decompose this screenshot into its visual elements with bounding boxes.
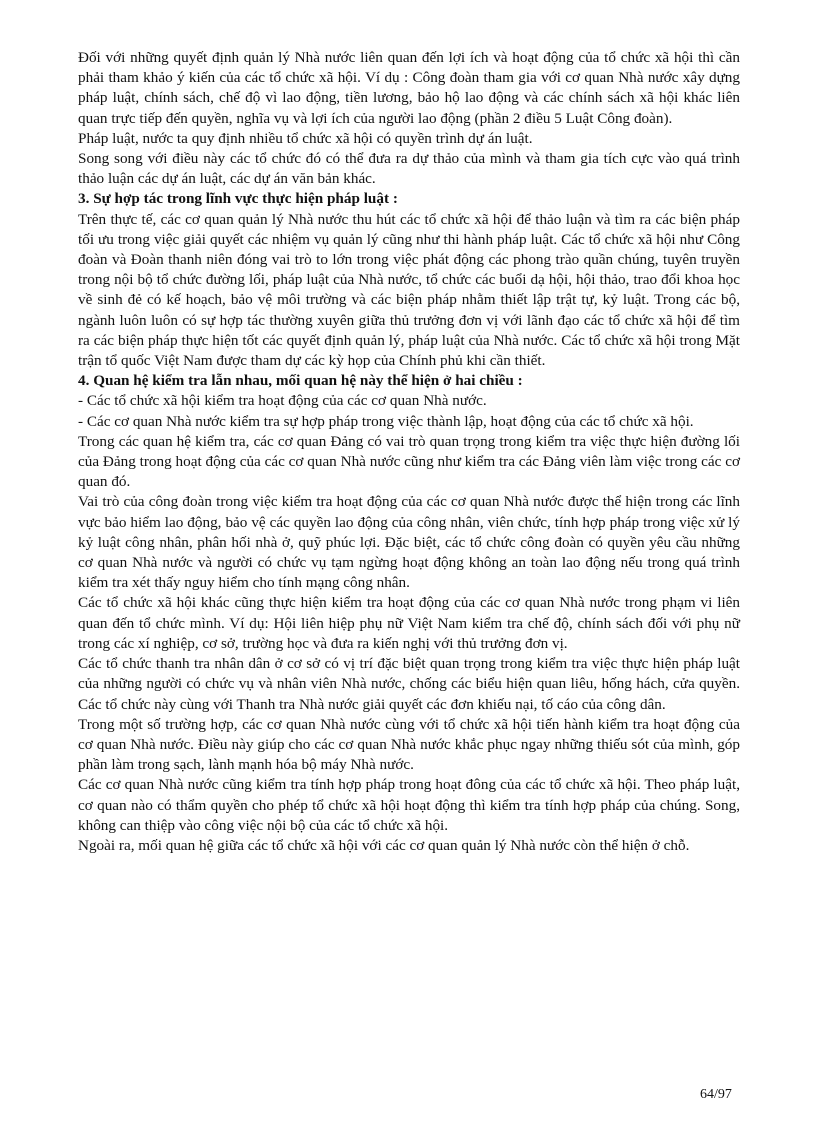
section-heading-3: 3. Sự hợp tác trong lĩnh vực thực hiện pháp luật : <box>78 190 398 208</box>
paragraph: - Các tổ chức xã hội kiểm tra hoạt động của các cơ quan Nhà nước. <box>78 392 487 410</box>
page-number: 64/97 <box>700 1087 732 1102</box>
paragraph: Pháp luật, nước ta quy định nhiều tổ chức xã hội có quyền trình dự án luật. <box>78 129 533 147</box>
paragraph: Các tổ chức xã hội khác cũng thực hiện kiểm tra hoạt động của các cơ quan Nhà nước trong phạm vi liên quan đến tổ chức mình. Ví dụ: Hội liên hiệp phụ nữ Việt Nam kiểm tra chế độ, chính sách đối với phụ nữ trong các xí nghiệp, cơ sở, trường học và đưa ra kiến nghị với thủ trưởng đơn vị. <box>78 594 740 652</box>
paragraph: Trong các quan hệ kiểm tra, các cơ quan Đảng có vai trò quan trọng trong kiểm tra việc thực hiện đường lối của Đảng trong hoạt động của các cơ quan Nhà nước cũng như kiểm tra các Đảng viên làm việc trong các cơ quan đó. <box>78 432 740 491</box>
paragraph: Trong một số trường hợp, các cơ quan Nhà nước cùng với tổ chức xã hội tiến hành kiểm tra hoạt động của cơ quan Nhà nước. Điều này giúp cho các cơ quan Nhà nước khắc phục ngay những thiếu sót của mình, góp phần làm trong sạch, lành mạnh hóa bộ máy Nhà nước. <box>78 715 740 774</box>
document-page <box>78 48 740 856</box>
paragraph: Vai trò của công đoàn trong việc kiểm tra hoạt động của các cơ quan Nhà nước được thể hiện trong các lĩnh vực bảo hiểm lao động, bảo vệ các quyền lao động của công nhân, viên chức, tính hợp pháp trong việc xử lý kỷ luật công nhân, phân hối nhà ở, quỹ phúc lợi. Đặc biệt, các tổ chức công đoàn có quyền yêu cầu những cơ quan Nhà nước và người có chức vụ tạm ngừng hoạt động không an toàn lao động nếu trong quá trình kiểm tra xét thấy nguy hiểm cho tính mạng công nhân. <box>78 493 740 592</box>
paragraph: Các cơ quan Nhà nước cũng kiểm tra tính hợp pháp trong hoạt đông của các tổ chức xã hội. Theo pháp luật, cơ quan nào có thẩm quyền cho phép tổ chức xã hội hoạt động thì kiểm tra tính hợp pháp của chúng. Song, không can thiệp vào công việc nội bộ của các tổ chức xã hội. <box>78 776 740 834</box>
section-heading-4: 4. Quan hệ kiểm tra lẫn nhau, mối quan hệ này thể hiện ở hai chiều : <box>78 372 523 390</box>
paragraph: Trên thực tế, các cơ quan quản lý Nhà nước thu hút các tổ chức xã hội để thảo luận và tìm ra các biện pháp tối ưu trong việc giải quyết các nhiệm vụ quản lý cũng như thi hành pháp luật. Các tổ chức xã hội như Công đoàn và Đoàn thanh niên đóng vai trò to lớn trong việc phát động các phong trào quần chúng, tuyên truyền trong nội bộ tổ chức đường lối, pháp luật của Nhà nước, tổ chức các buổi dạ hội, hội thảo, trao đổi khoa học về sinh đẻ có kế hoạch, bảo vệ môi trường và các biện pháp nhằm thiết lập trật tự, kỷ luật. Trong các bộ, ngành luôn luôn có sự hợp tác thường xuyên giữa thủ trưởng đơn vị với lãnh đạo các tổ chức xã hội để tìm ra các biện pháp thực hiện tốt các quyết định quản lý, pháp luật của Nhà nước. Các tổ chức xã hội trong Mặt trận tổ quốc Việt Nam được tham dự các kỳ họp của Chính phủ khi cần thiết. <box>78 210 740 370</box>
paragraph: Ngoài ra, mối quan hệ giữa các tổ chức xã hội với các cơ quan quản lý Nhà nước còn thể hiện ở chỗ. <box>78 836 690 854</box>
paragraph: Đối với những quyết định quản lý Nhà nước liên quan đến lợi ích và hoạt động của tổ chức xã hội thì cần phải tham khảo ý kiến của các tổ chức xã hội. Ví dụ : Công đoàn tham gia với cơ quan Nhà nước xây dựng pháp luật, chính sách, chế độ vì lao động, tiền lương, bảo hộ lao động và các chính sách xã hội khác liên quan trực tiếp đến quyền, nghĩa vụ và lợi ích của người lao động (phần 2 điều 5 Luật Công đoàn). <box>78 49 740 127</box>
paragraph: Song song với điều này các tổ chức đó có thể đưa ra dự thảo của mình và tham gia tích cực vào quá trình thảo luận các dự án luật, các dự án văn bản khác. <box>78 150 740 188</box>
paragraph: Các tổ chức thanh tra nhân dân ở cơ sở có vị trí đặc biệt quan trọng trong kiểm tra việc thực hiện pháp luật của những người có chức vụ và nhân viên Nhà nước, chống các biểu hiện quan liêu, hống hách, cửa quyền. Các tổ chức này cùng với Thanh tra Nhà nước giải quyết các đơn khiếu nại, tố cáo của công dân. <box>78 655 740 713</box>
paragraph: - Các cơ quan Nhà nước kiểm tra sự hợp pháp trong việc thành lập, hoạt động của các tổ chức xã hội. <box>78 412 694 430</box>
